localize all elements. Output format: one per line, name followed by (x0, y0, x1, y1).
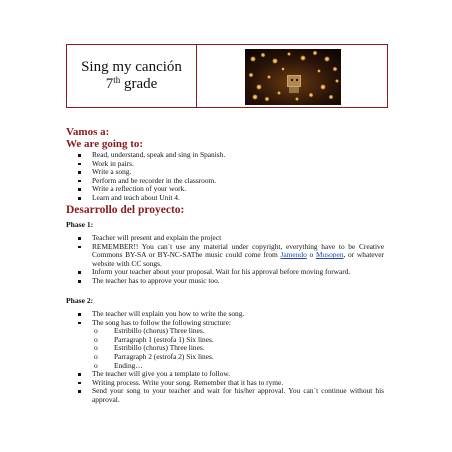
list-item: Inform your teacher about your proposal. Wait for his approval before moving forward. (74, 268, 384, 277)
sub-marker: o (94, 360, 98, 370)
phase1-label: Phase 1: (66, 220, 94, 229)
list-item: Teacher will present and explain the project (74, 234, 384, 243)
list-item: Send your song to your teacher and wait for his/her approval. You can´t continue without his approval. (74, 387, 384, 404)
list-item (74, 243, 384, 269)
jamendo-link[interactable]: Jamendo (280, 250, 307, 260)
phase2-list (74, 310, 384, 405)
subitem-text: Ending… (114, 360, 143, 370)
page-title: Sing my canción (81, 59, 182, 75)
list-item: Writing process. Write your song. Remember that it has to ryme. (74, 379, 384, 388)
phase1-list (74, 234, 384, 286)
title-cell (67, 45, 197, 107)
grade-number: 7 (105, 76, 114, 92)
list-item: Perform and be recorder in the classroom. (74, 177, 374, 186)
list-item: The teacher will give you a template to follow. (74, 370, 384, 379)
list-item: Read, understand, speak and sing in Spanish. (74, 151, 374, 160)
list-item: Work in pairs. (74, 160, 374, 169)
vamos-heading: Vamos a: (66, 126, 110, 138)
or-text: o (306, 250, 316, 260)
sub-marker: o (94, 343, 98, 353)
sub-marker: o (94, 351, 98, 361)
subitem-text: Estribillo (chorus) Three lines. (114, 326, 205, 336)
list-item: The song has to follow the following structure: (74, 319, 384, 328)
cc-songs-text: , or whatever website with CC songs. (92, 250, 384, 268)
sub-marker: o (94, 326, 98, 336)
sub-marker: o (94, 334, 98, 344)
list-item: Learn and teach about Unit 4. (74, 194, 374, 203)
phase2-label: Phase 2: (66, 296, 94, 305)
goals-list (74, 151, 374, 203)
list-item: The teacher has to approve your music too. (74, 277, 384, 286)
list-item: Write a song. (74, 168, 374, 177)
subitem-text: Parragraph 1 (estrofa 1) Six lines. (114, 334, 214, 344)
list-item: Write a reflection of your work. (74, 185, 374, 194)
musopen-link[interactable]: Musopen (315, 250, 344, 260)
subitem-text: Estribillo (chorus) Three lines. (114, 343, 205, 353)
header-photo-lights (245, 49, 341, 105)
desarrollo-heading: Desarrollo del proyecto: (66, 204, 185, 216)
subitem-text: Parragraph 2 (estrofa 2) Six lines. (114, 351, 214, 361)
grade-label (106, 76, 158, 93)
grade-word: grade (120, 76, 158, 92)
list-item: The teacher will explain you how to write the song. (74, 310, 384, 319)
image-cell (197, 45, 387, 107)
header-table (66, 44, 388, 108)
copyright-text: REMEMBER!! You can´t use any material under copyright, everything have to be Creative Commons BY-SA or BY-NC-SAThe music could come from (92, 241, 384, 260)
we-are-going-heading: We are going to: (66, 138, 144, 150)
grade-suffix: th (113, 75, 121, 85)
